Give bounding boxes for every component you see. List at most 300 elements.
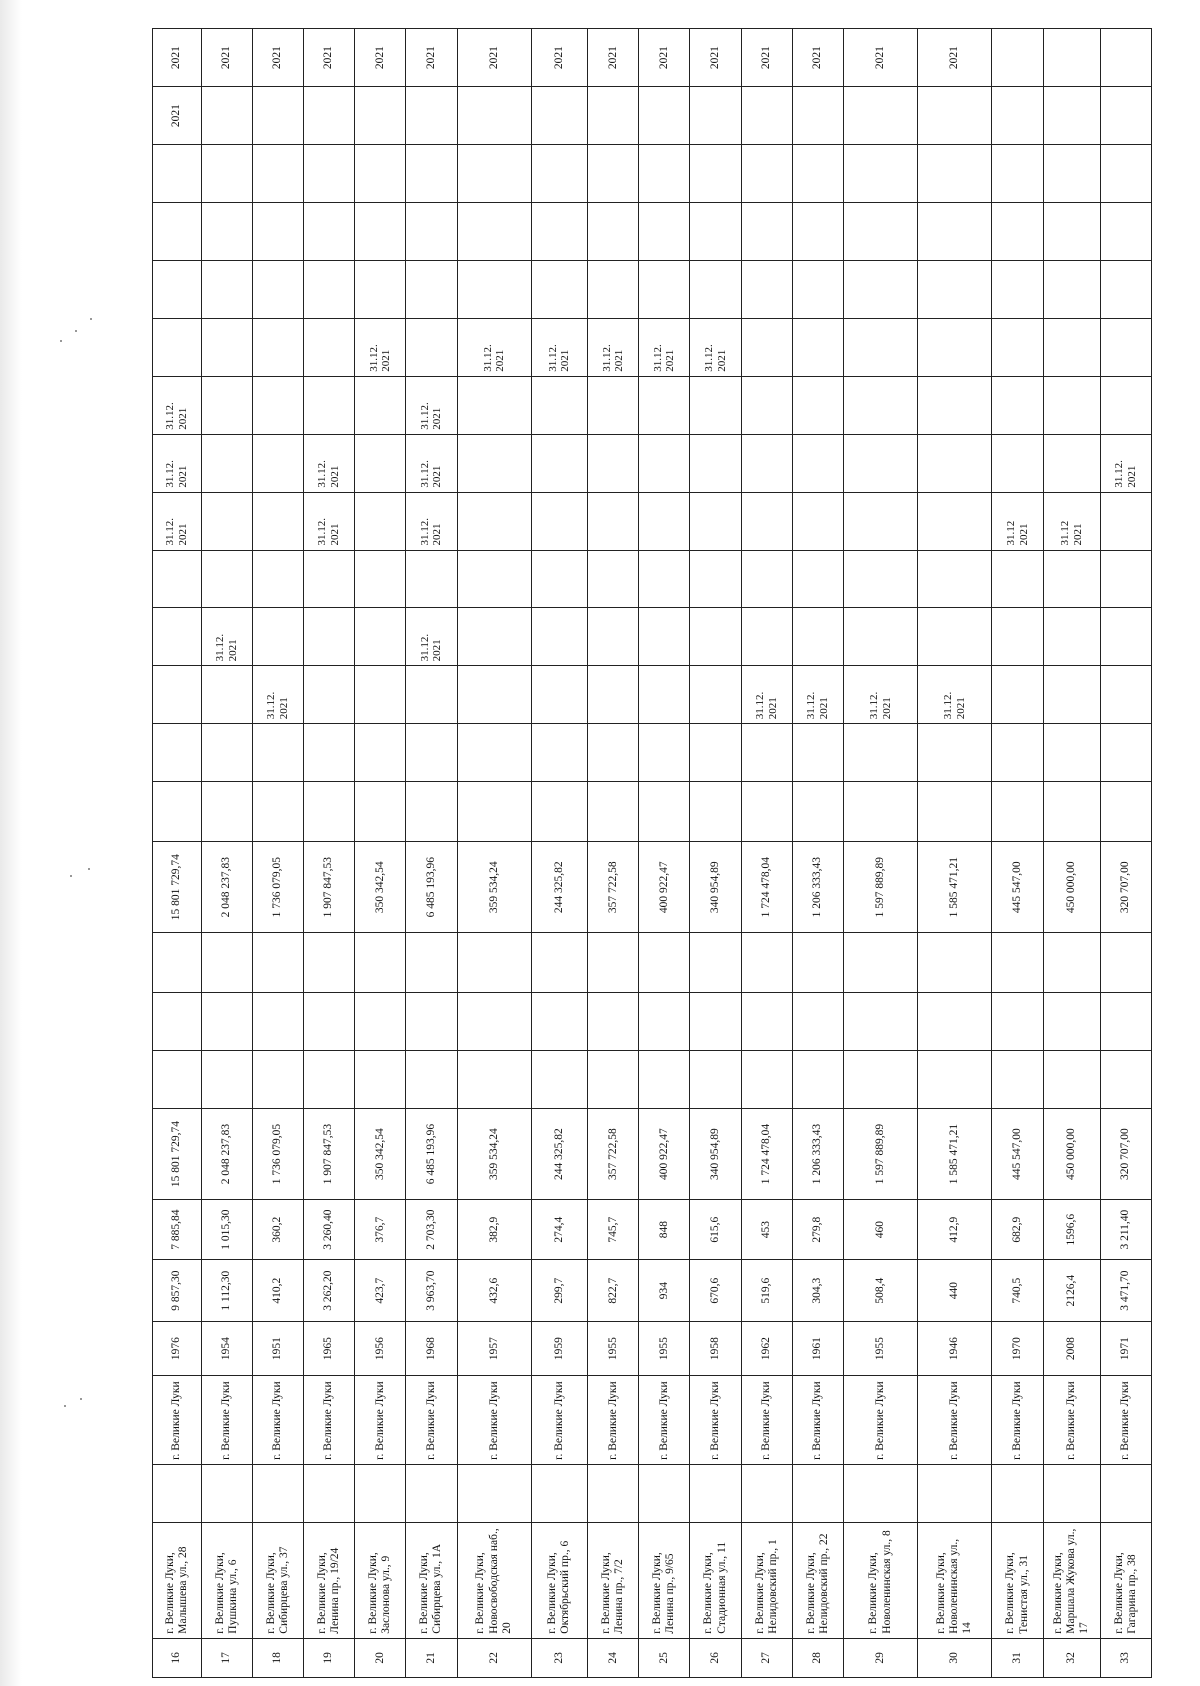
cell-cost2: 400 922,47 <box>639 1109 690 1200</box>
cell-empty <box>252 933 303 993</box>
cell-empty <box>201 1464 252 1522</box>
cell-cost2: 1 724 478,04 <box>741 1109 792 1200</box>
cell-empty <box>304 993 355 1051</box>
cell-d3 <box>792 492 843 550</box>
cell-cost: 445 547,00 <box>992 842 1043 933</box>
cell-d3 <box>355 492 406 550</box>
cell-y1: 2021 <box>153 87 202 145</box>
cell-empty <box>792 1464 843 1522</box>
cell-d1 <box>355 666 406 724</box>
cell-empty <box>1043 203 1100 261</box>
table-row <box>1100 29 1151 1678</box>
cell-empty <box>355 993 406 1051</box>
cell-d6: 31.12. 2021 <box>457 318 531 376</box>
cell-num: 23 <box>531 1638 587 1677</box>
cell-empty <box>252 550 303 608</box>
cell-empty <box>304 260 355 318</box>
cell-year: 2008 <box>1043 1322 1100 1376</box>
cell-empty <box>304 145 355 203</box>
cell-empty <box>304 933 355 993</box>
cell-year: 1962 <box>741 1322 792 1376</box>
cell-num: 24 <box>588 1638 639 1677</box>
cell-d1 <box>153 666 202 724</box>
cell-empty <box>531 203 587 261</box>
cell-empty <box>918 260 992 318</box>
cell-empty <box>1043 550 1100 608</box>
cell-living: 1 015,30 <box>201 1200 252 1260</box>
cell-empty <box>1043 145 1100 203</box>
cell-d5 <box>1100 376 1151 434</box>
cell-empty <box>992 550 1043 608</box>
cell-d4 <box>355 434 406 492</box>
cell-area: 423,7 <box>355 1260 406 1322</box>
cell-d4 <box>639 434 690 492</box>
cell-empty <box>201 993 252 1051</box>
cell-d3 <box>741 492 792 550</box>
cell-cost2: 2 048 237,83 <box>201 1109 252 1200</box>
cell-empty <box>792 724 843 782</box>
cell-empty <box>531 933 587 993</box>
cell-area: 508,4 <box>844 1260 918 1322</box>
cell-y2: 2021 <box>531 29 587 87</box>
cell-year: 1951 <box>252 1322 303 1376</box>
cell-empty <box>588 724 639 782</box>
cell-d6 <box>741 318 792 376</box>
cell-y2: 2021 <box>588 29 639 87</box>
cell-living: 7 885,84 <box>153 1200 202 1260</box>
cell-area: 1 112,30 <box>201 1260 252 1322</box>
cell-y2: 2021 <box>355 29 406 87</box>
cell-num: 31 <box>992 1638 1043 1677</box>
cell-area: 3 262,20 <box>304 1260 355 1322</box>
cell-empty <box>201 550 252 608</box>
scan-edge <box>0 0 22 1686</box>
cell-empty <box>252 260 303 318</box>
cell-empty <box>1100 203 1151 261</box>
cell-d1: 31.12. 2021 <box>844 666 918 724</box>
cell-area: 3 963,70 <box>406 1260 457 1322</box>
cell-living: 3 260,40 <box>304 1200 355 1260</box>
cell-empty <box>406 203 457 261</box>
cell-y1 <box>406 87 457 145</box>
cell-empty <box>1043 260 1100 318</box>
cell-empty <box>792 203 843 261</box>
cell-d1 <box>992 666 1043 724</box>
cell-living: 279,8 <box>792 1200 843 1260</box>
cell-d3: 31.12. 2021 <box>153 492 202 550</box>
scan-speck <box>70 875 72 877</box>
cell-empty <box>153 782 202 842</box>
cell-empty <box>406 993 457 1051</box>
cell-empty <box>457 933 531 993</box>
cell-year: 1955 <box>588 1322 639 1376</box>
cell-year: 1959 <box>531 1322 587 1376</box>
cell-empty <box>690 260 741 318</box>
cell-d5 <box>531 376 587 434</box>
cell-cost2: 1 585 471,21 <box>918 1109 992 1200</box>
cell-empty <box>304 1051 355 1109</box>
table-row <box>690 29 741 1678</box>
cell-addr: г. Великие Луки, Стадионная ул., 11 <box>690 1522 741 1638</box>
cell-d5 <box>252 376 303 434</box>
cell-y1 <box>639 87 690 145</box>
cell-d2 <box>918 608 992 666</box>
cell-empty <box>1100 550 1151 608</box>
cell-addr: г. Великие Луки, Маршала Жукова ул., 17 <box>1043 1522 1100 1638</box>
cell-empty <box>690 724 741 782</box>
cell-d2 <box>992 608 1043 666</box>
cell-year: 1970 <box>992 1322 1043 1376</box>
cell-empty <box>741 993 792 1051</box>
cell-y2: 2021 <box>844 29 918 87</box>
cell-empty <box>355 550 406 608</box>
cell-addr: г. Великие Луки, Новоленинская ул., 8 <box>844 1522 918 1638</box>
cell-d5: 31.12. 2021 <box>153 376 202 434</box>
cell-empty <box>201 933 252 993</box>
table-row <box>741 29 792 1678</box>
cell-empty <box>406 550 457 608</box>
cell-year: 1965 <box>304 1322 355 1376</box>
cell-d6: 31.12. 2021 <box>531 318 587 376</box>
cell-empty <box>690 203 741 261</box>
cell-d1 <box>639 666 690 724</box>
cell-d3 <box>844 492 918 550</box>
cell-cost: 2 048 237,83 <box>201 842 252 933</box>
cell-d2 <box>741 608 792 666</box>
cell-empty <box>844 550 918 608</box>
cell-empty <box>639 203 690 261</box>
cell-area: 432,6 <box>457 1260 531 1322</box>
cell-empty <box>153 1051 202 1109</box>
cell-d6 <box>201 318 252 376</box>
cell-y1 <box>844 87 918 145</box>
cell-d3 <box>252 492 303 550</box>
cell-city: г. Великие Луки <box>201 1375 252 1464</box>
cell-d3 <box>690 492 741 550</box>
cell-city: г. Великие Луки <box>531 1375 587 1464</box>
cell-empty <box>355 203 406 261</box>
cell-d5 <box>792 376 843 434</box>
cell-d5 <box>844 376 918 434</box>
cell-d3 <box>918 492 992 550</box>
cell-d6 <box>153 318 202 376</box>
cell-cost: 1 585 471,21 <box>918 842 992 933</box>
cell-empty <box>588 993 639 1051</box>
cell-d5 <box>918 376 992 434</box>
cell-d4 <box>201 434 252 492</box>
cell-y1 <box>992 87 1043 145</box>
cell-empty <box>304 724 355 782</box>
rotated-register <box>152 28 1152 1678</box>
table-row <box>792 29 843 1678</box>
cell-empty <box>153 993 202 1051</box>
cell-city: г. Великие Луки <box>153 1375 202 1464</box>
cell-y1 <box>792 87 843 145</box>
cell-empty <box>844 933 918 993</box>
cell-cost2: 6 485 193,96 <box>406 1109 457 1200</box>
cell-city: г. Великие Луки <box>918 1375 992 1464</box>
cell-empty <box>792 260 843 318</box>
cell-d2 <box>690 608 741 666</box>
cell-y1 <box>531 87 587 145</box>
cell-y1 <box>304 87 355 145</box>
cell-y1 <box>741 87 792 145</box>
cell-y1 <box>201 87 252 145</box>
cell-d5 <box>304 376 355 434</box>
cell-d2 <box>792 608 843 666</box>
cell-d1 <box>690 666 741 724</box>
cell-living: 615,6 <box>690 1200 741 1260</box>
cell-d6 <box>1043 318 1100 376</box>
cell-d4 <box>792 434 843 492</box>
cell-empty <box>406 933 457 993</box>
cell-empty <box>844 993 918 1051</box>
cell-empty <box>792 993 843 1051</box>
cell-empty <box>153 260 202 318</box>
cell-empty <box>918 933 992 993</box>
cell-cost2: 320 707,00 <box>1100 1109 1151 1200</box>
cell-empty <box>741 260 792 318</box>
cell-year: 1957 <box>457 1322 531 1376</box>
cell-addr: г. Великие Луки, Тенистая ул., 31 <box>992 1522 1043 1638</box>
cell-d5 <box>457 376 531 434</box>
cell-empty <box>406 724 457 782</box>
cell-d6: 31.12. 2021 <box>639 318 690 376</box>
cell-empty <box>792 782 843 842</box>
cell-living: 382,9 <box>457 1200 531 1260</box>
cell-d5 <box>588 376 639 434</box>
table-row <box>531 29 587 1678</box>
cell-cost: 320 707,00 <box>1100 842 1151 933</box>
cell-empty <box>531 782 587 842</box>
cell-d6: 31.12. 2021 <box>588 318 639 376</box>
cell-empty <box>406 260 457 318</box>
cell-d3 <box>457 492 531 550</box>
cell-empty <box>457 203 531 261</box>
cell-empty <box>918 203 992 261</box>
cell-d2 <box>304 608 355 666</box>
cell-d2: 31.12. 2021 <box>406 608 457 666</box>
cell-empty <box>844 724 918 782</box>
cell-cost: 15 801 729,74 <box>153 842 202 933</box>
cell-y2: 2021 <box>639 29 690 87</box>
cell-city: г. Великие Луки <box>992 1375 1043 1464</box>
cell-empty <box>201 260 252 318</box>
cell-empty <box>252 145 303 203</box>
cell-y2: 2021 <box>304 29 355 87</box>
cell-d1 <box>304 666 355 724</box>
cell-city: г. Великие Луки <box>1043 1375 1100 1464</box>
cell-living: 3 211,40 <box>1100 1200 1151 1260</box>
cell-empty <box>1100 260 1151 318</box>
cell-cost: 340 954,89 <box>690 842 741 933</box>
cell-empty <box>201 724 252 782</box>
cell-city: г. Великие Луки <box>355 1375 406 1464</box>
cell-empty <box>588 1464 639 1522</box>
cell-empty <box>457 782 531 842</box>
cell-num: 32 <box>1043 1638 1100 1677</box>
cell-empty <box>741 203 792 261</box>
cell-d5 <box>639 376 690 434</box>
cell-d4 <box>531 434 587 492</box>
cell-d3 <box>639 492 690 550</box>
cell-y1 <box>457 87 531 145</box>
cell-num: 19 <box>304 1638 355 1677</box>
cell-empty <box>355 724 406 782</box>
cell-y2 <box>992 29 1043 87</box>
cell-city: г. Великие Луки <box>406 1375 457 1464</box>
cell-city: г. Великие Луки <box>639 1375 690 1464</box>
cell-d2 <box>153 608 202 666</box>
cell-addr: г. Великие Луки, Октябрьский пр., 6 <box>531 1522 587 1638</box>
cell-d4 <box>588 434 639 492</box>
cell-empty <box>992 993 1043 1051</box>
cell-empty <box>153 933 202 993</box>
cell-addr: г. Великие Луки, Новоленинская ул., 14 <box>918 1522 992 1638</box>
cell-empty <box>153 1464 202 1522</box>
cell-d6 <box>252 318 303 376</box>
cell-area: 934 <box>639 1260 690 1322</box>
cell-d5: 31.12. 2021 <box>406 376 457 434</box>
cell-y1 <box>1100 87 1151 145</box>
cell-empty <box>304 782 355 842</box>
cell-empty <box>918 145 992 203</box>
cell-num: 16 <box>153 1638 202 1677</box>
table-row <box>355 29 406 1678</box>
cell-y1 <box>918 87 992 145</box>
cell-empty <box>588 550 639 608</box>
cell-empty <box>201 1051 252 1109</box>
cell-d2 <box>844 608 918 666</box>
cell-cost2: 350 342,54 <box>355 1109 406 1200</box>
cell-area: 822,7 <box>588 1260 639 1322</box>
cell-y2: 2021 <box>792 29 843 87</box>
cell-d4 <box>1043 434 1100 492</box>
cell-area: 3 471,70 <box>1100 1260 1151 1322</box>
cell-empty <box>741 724 792 782</box>
register-body <box>153 29 1152 1678</box>
cell-empty <box>304 550 355 608</box>
cell-d1 <box>201 666 252 724</box>
table-row <box>588 29 639 1678</box>
cell-living: 1596,6 <box>1043 1200 1100 1260</box>
cell-d6 <box>1100 318 1151 376</box>
cell-cost2: 340 954,89 <box>690 1109 741 1200</box>
cell-empty <box>741 550 792 608</box>
cell-empty <box>639 1051 690 1109</box>
cell-empty <box>406 1051 457 1109</box>
cell-empty <box>741 782 792 842</box>
cell-living: 360,2 <box>252 1200 303 1260</box>
cell-area: 519,6 <box>741 1260 792 1322</box>
cell-d4: 31.12. 2021 <box>1100 434 1151 492</box>
cell-empty <box>153 203 202 261</box>
cell-addr: г. Великие Луки, Малышева ул., 28 <box>153 1522 202 1638</box>
cell-y2: 2021 <box>201 29 252 87</box>
cell-empty <box>741 1051 792 1109</box>
cell-d3: 31.12 2021 <box>992 492 1043 550</box>
cell-area: 9 857,30 <box>153 1260 202 1322</box>
cell-cost: 244 325,82 <box>531 842 587 933</box>
cell-d6 <box>992 318 1043 376</box>
cell-empty <box>1100 933 1151 993</box>
cell-empty <box>1100 782 1151 842</box>
cell-d4 <box>252 434 303 492</box>
cell-empty <box>741 145 792 203</box>
cell-empty <box>355 1051 406 1109</box>
cell-empty <box>1043 1051 1100 1109</box>
cell-d4: 31.12. 2021 <box>304 434 355 492</box>
cell-num: 22 <box>457 1638 531 1677</box>
cell-empty <box>992 203 1043 261</box>
cell-empty <box>639 724 690 782</box>
cell-empty <box>1043 724 1100 782</box>
cell-living: 460 <box>844 1200 918 1260</box>
cell-cost2: 359 534,24 <box>457 1109 531 1200</box>
cell-empty <box>918 724 992 782</box>
cell-empty <box>153 550 202 608</box>
cell-y2 <box>1100 29 1151 87</box>
cell-empty <box>252 1051 303 1109</box>
cell-city: г. Великие Луки <box>588 1375 639 1464</box>
cell-num: 17 <box>201 1638 252 1677</box>
cell-cost: 1 736 079,05 <box>252 842 303 933</box>
cell-empty <box>690 145 741 203</box>
cell-empty <box>1043 993 1100 1051</box>
table-row <box>1043 29 1100 1678</box>
cell-empty <box>355 933 406 993</box>
cell-d3 <box>201 492 252 550</box>
cell-d6 <box>918 318 992 376</box>
cell-empty <box>690 993 741 1051</box>
cell-empty <box>792 933 843 993</box>
cell-empty <box>844 782 918 842</box>
cell-empty <box>457 260 531 318</box>
cell-empty <box>918 1051 992 1109</box>
cell-d2 <box>588 608 639 666</box>
cell-empty <box>531 724 587 782</box>
cell-empty <box>639 1464 690 1522</box>
cell-city: г. Великие Луки <box>1100 1375 1151 1464</box>
cell-empty <box>792 550 843 608</box>
cell-empty <box>588 933 639 993</box>
cell-empty <box>1043 1464 1100 1522</box>
cell-empty <box>690 1051 741 1109</box>
cell-addr: г. Великие Луки, Пушкина ул., 6 <box>201 1522 252 1638</box>
cell-empty <box>201 145 252 203</box>
cell-d2 <box>1043 608 1100 666</box>
cell-empty <box>252 724 303 782</box>
cell-d1: 31.12. 2021 <box>792 666 843 724</box>
cell-living: 274,4 <box>531 1200 587 1260</box>
cell-d3: 31.12. 2021 <box>406 492 457 550</box>
cell-empty <box>457 145 531 203</box>
cell-d2 <box>252 608 303 666</box>
cell-y1 <box>252 87 303 145</box>
cell-empty <box>992 260 1043 318</box>
cell-empty <box>531 260 587 318</box>
cell-empty <box>1100 724 1151 782</box>
scan-speck <box>64 1405 66 1407</box>
cell-empty <box>457 724 531 782</box>
scan-speck <box>60 340 62 342</box>
cell-cost: 1 907 847,53 <box>304 842 355 933</box>
cell-d6 <box>406 318 457 376</box>
cell-d1: 31.12. 2021 <box>741 666 792 724</box>
cell-empty <box>992 933 1043 993</box>
cell-addr: г. Великие Луки, Ленина пр., 19/24 <box>304 1522 355 1638</box>
cell-cost2: 450 000,00 <box>1043 1109 1100 1200</box>
